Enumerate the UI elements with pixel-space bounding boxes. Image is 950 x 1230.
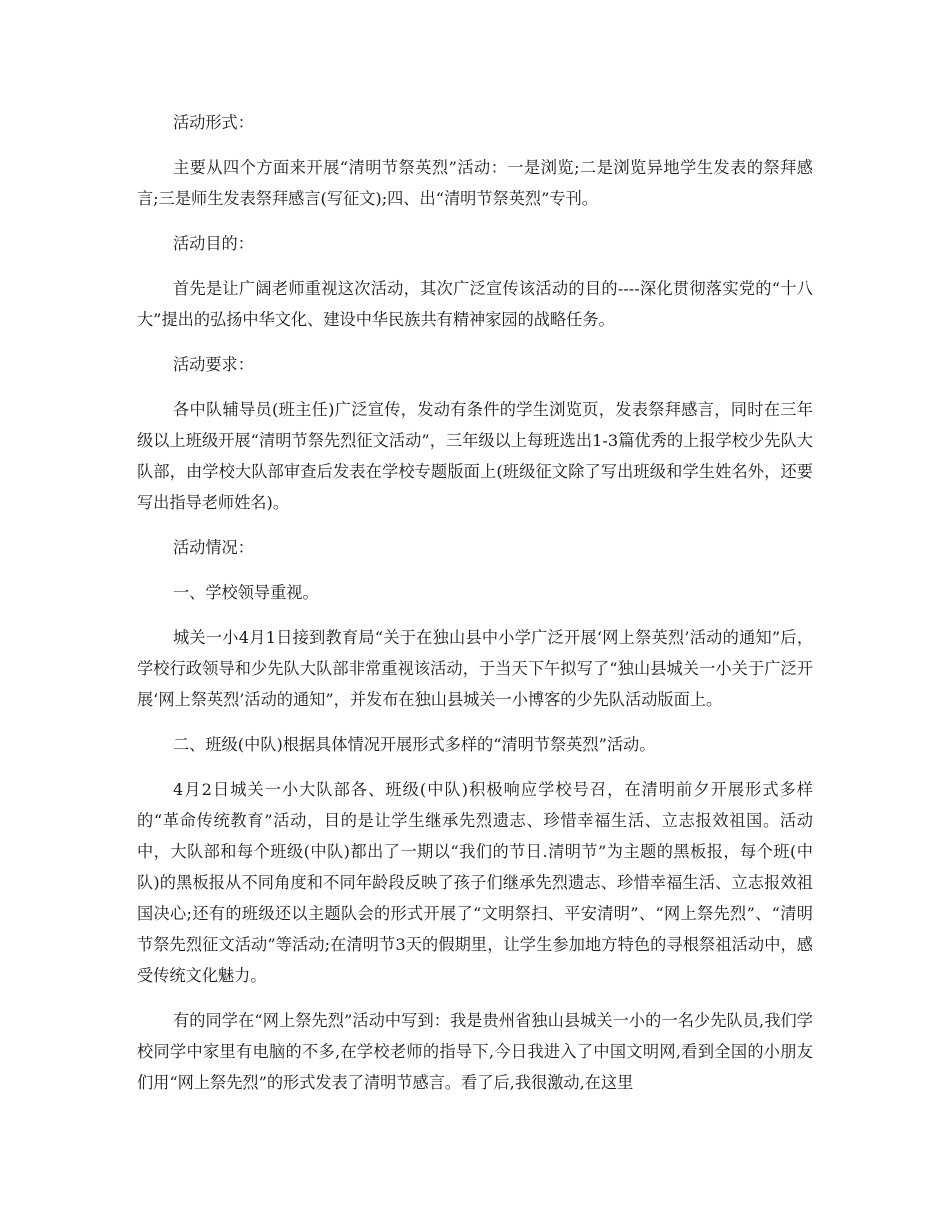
subheading-leadership: 一、学校领导重视。	[173, 583, 319, 602]
section-heading-situation: 活动情况：	[173, 538, 254, 557]
section-heading-form: 活动形式：	[173, 113, 254, 132]
section-heading-requirements: 活动要求：	[173, 355, 254, 374]
paragraph-requirements: 各中队辅导员(班主任)广泛宣传，发动有条件的学生浏览页，发表祭拜感言，同时在三年级以上班级开展“清明节祭先烈征文活动”，三年级以上每班选出1-3篇优秀的上报学校少先队大队部，由学校大队部审查后发表在学校专题版面上(班级征文除了写出班级和学生姓名外，还要写出指导老师姓名)。	[137, 400, 813, 512]
paragraph-class-activities: 4月2日城关一小大队部各、班级(中队)积极响应学校号召，在清明前夕开展形式多样的“革命传统教育”活动，目的是让学生继承先烈遗志、珍惜幸福生活、立志报效祖国。活动中，大队部和每个班级(中队)都出了一期以“我们的节日.清明节”为主题的黑板报，每个班(中队)的黑板报从不同角度和不同年龄段反映了孩子们继承先烈遗志、珍惜幸福生活、立志报效祖国决心;还有的班级还以主题队会的形式开展了“文明祭扫、平安清明”、“网上祭先烈”、“清明节祭先烈征文活动”等活动;在清明节3天的假期里，让学生参加地方特色的寻根祭祖活动中，感受传统文化魅力。	[137, 780, 813, 985]
section-heading-purpose: 活动目的：	[173, 234, 254, 253]
paragraph-form: 主要从四个方面来开展“清明节祭英烈”活动：一是浏览;二是浏览异地学生发表的祭拜感言;三是师生发表祭拜感言(写征文);四、出“清明节祭英烈”专刊。	[137, 158, 813, 208]
paragraph-student-quote: 有的同学在“网上祭先烈”活动中写到：我是贵州省独山县城关一小的一名少先队员,我们学校同学中家里有电脑的不多,在学校老师的指导下,今日我进入了中国文明网,看到全国的小朋友们用“网上祭先烈”的形式发表了清明节感言。看了后,我很激动,在这里	[137, 1011, 813, 1092]
paragraph-purpose: 首先是让广阔老师重视这次活动，其次广泛宣传该活动的目的----深化贯彻落实党的“十八大”提出的弘扬中华文化、建设中华民族共有精神家园的战略任务。	[137, 279, 813, 329]
paragraph-leadership: 城关一小4月1日接到教育局“关于在独山县中小学广泛开展‘网上祭英烈’活动的通知”后，学校行政领导和少先队大队部非常重视该活动，于当天下午拟写了“独山县城关一小关于广泛开展‘网上祭英烈’活动的通知”，并发布在独山县城关一小博客的少先队活动版面上。	[137, 628, 813, 709]
subheading-class-activities: 二、班级(中队)根据具体情况开展形式多样的“清明节祭英烈”活动。	[173, 735, 656, 754]
document-page	[137, 107, 813, 1112]
